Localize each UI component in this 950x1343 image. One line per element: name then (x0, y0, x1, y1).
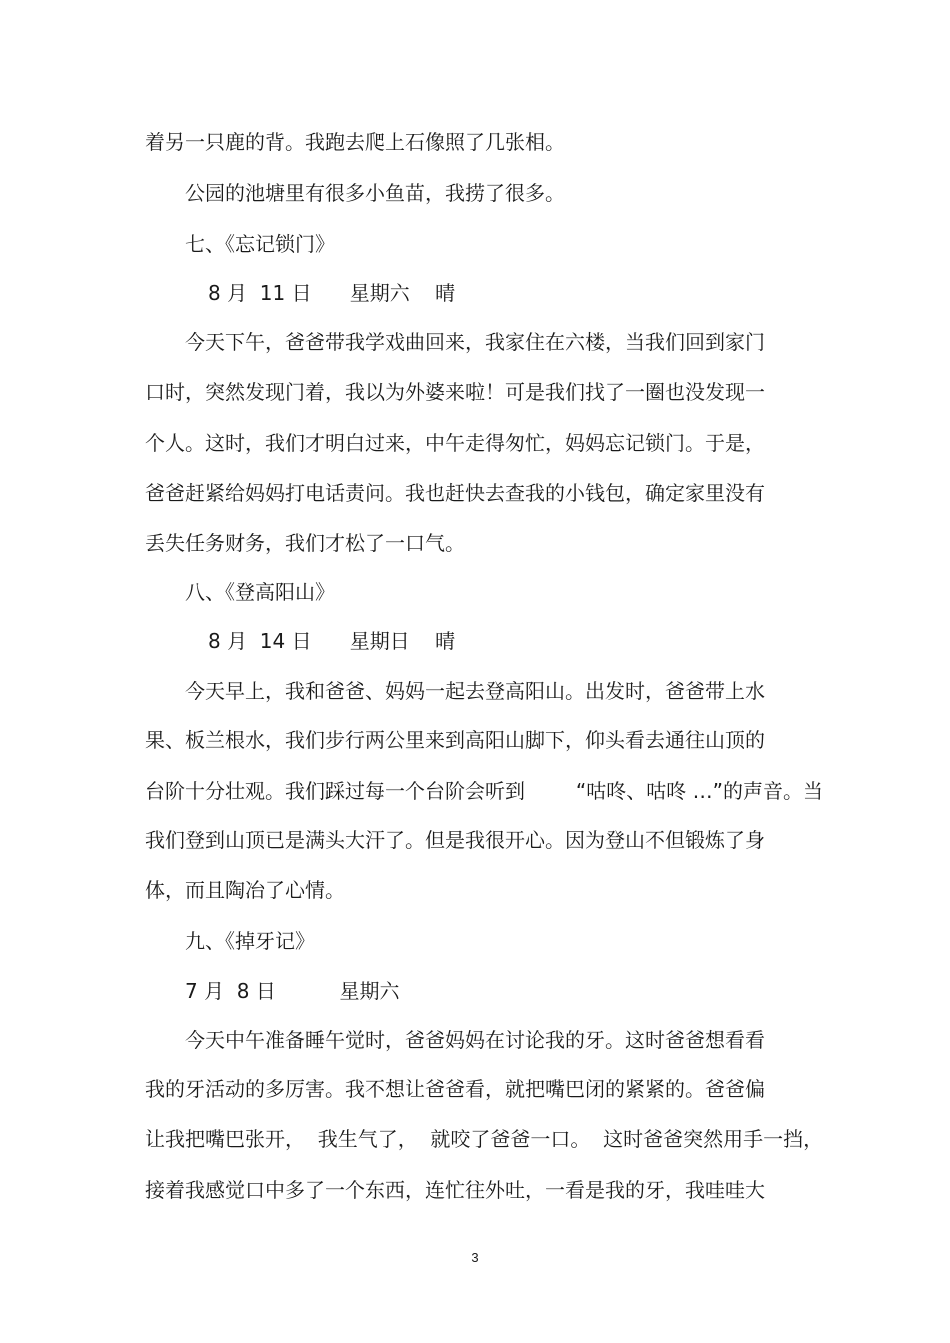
paragraph-line: 着另一只鹿的背。我跑去爬上石像照了几张相。 (145, 130, 565, 154)
paragraph-line: 今天中午准备睡午觉时，爸爸妈妈在讨论我的牙。这时爸爸想看看 (185, 1028, 765, 1052)
diary-date-line: 7 月 8 日 星期六 (185, 979, 400, 1003)
paragraph-line: 接着我感觉口中多了一个东西，连忙往外吐，一看是我的牙，我哇哇大 (145, 1178, 765, 1202)
page-number: 3 (471, 1250, 479, 1265)
paragraph-line: 今天下午，爸爸带我学戏曲回来，我家住在六楼，当我们回到家门 (185, 330, 765, 354)
section-heading: 八、《登高阳山》 (185, 580, 335, 604)
diary-date-line: 8 月 14 日 星期日 晴 (208, 629, 456, 653)
paragraph-line: 爸爸赶紧给妈妈打电话责问。我也赶快去查我的小钱包，确定家里没有 (145, 481, 765, 505)
paragraph-line: 丢失任务财务，我们才松了一口气。 (145, 531, 465, 555)
section-heading: 七、《忘记锁门》 (185, 232, 335, 256)
paragraph-line: 体，而且陶冶了心情。 (145, 878, 345, 902)
diary-date-line: 8 月 11 日 星期六 晴 (208, 281, 456, 305)
section-heading: 九、《掉牙记》 (185, 929, 315, 953)
paragraph-line: 今天早上，我和爸爸、妈妈一起去登高阳山。出发时，爸爸带上水 (185, 679, 765, 703)
paragraph-line: 台阶十分壮观。我们踩过每一个台阶会听到 “咕咚、咕咚 …”的声音。当 (145, 779, 823, 803)
paragraph-line: 个人。这时，我们才明白过来，中午走得匆忙，妈妈忘记锁门。于是， (145, 431, 765, 455)
paragraph-line: 我的牙活动的多厉害。我不想让爸爸看，就把嘴巴闭的紧紧的。爸爸偏 (145, 1077, 765, 1101)
paragraph-line: 口时，突然发现门着，我以为外婆来啦！可是我们找了一圈也没发现一 (145, 380, 765, 404)
paragraph-line: 果、板兰根水，我们步行两公里来到高阳山脚下，仰头看去通往山顶的 (145, 728, 765, 752)
paragraph-line: 我们登到山顶已是满头大汗了。但是我很开心。因为登山不但锻炼了身 (145, 828, 765, 852)
paragraph-line: 让我把嘴巴张开， 我生气了， 就咬了爸爸一口。 这时爸爸突然用手一挡， (145, 1127, 824, 1151)
paragraph-line: 公园的池塘里有很多小鱼苗，我捞了很多。 (185, 181, 565, 205)
